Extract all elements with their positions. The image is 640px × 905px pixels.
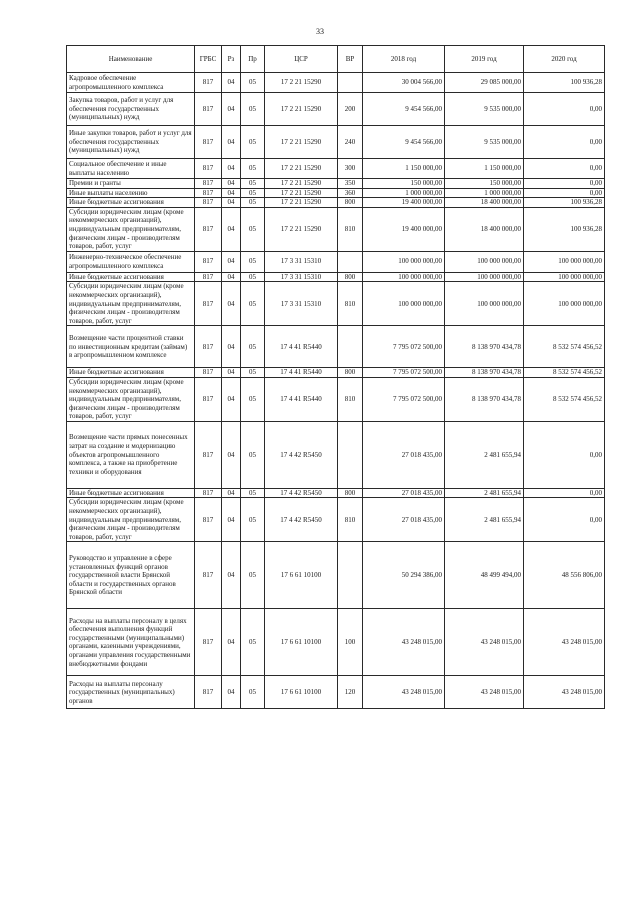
cell-vr bbox=[338, 326, 363, 368]
cell-vr: 100 bbox=[338, 609, 363, 676]
cell-2020: 0,00 bbox=[524, 498, 605, 542]
cell-rz: 04 bbox=[222, 282, 241, 326]
cell-vr: 360 bbox=[338, 188, 363, 198]
table-row bbox=[67, 326, 605, 368]
cell-2020: 100 000 000,00 bbox=[524, 251, 605, 272]
cell-2018: 100 000 000,00 bbox=[363, 251, 445, 272]
cell-name: Расходы на выплаты персоналу государственных (муниципальных) органов bbox=[67, 676, 195, 709]
cell-pr: 05 bbox=[241, 421, 265, 488]
col-header-pr: Пр bbox=[241, 46, 265, 73]
cell-rz: 04 bbox=[222, 251, 241, 272]
cell-2018: 19 400 000,00 bbox=[363, 207, 445, 251]
cell-grbs: 817 bbox=[195, 126, 222, 159]
cell-2019: 43 248 015,00 bbox=[445, 609, 524, 676]
cell-2019: 8 138 970 434,78 bbox=[445, 377, 524, 421]
col-header-grbs: ГРБС bbox=[195, 46, 222, 73]
cell-2019: 150 000,00 bbox=[445, 179, 524, 189]
cell-pr: 05 bbox=[241, 498, 265, 542]
cell-name: Кадровое обеспечение агропромышленного комплекса bbox=[67, 73, 195, 93]
cell-csr: 17 6 61 10100 bbox=[265, 676, 338, 709]
cell-grbs: 817 bbox=[195, 368, 222, 378]
col-header-2019: 2019 год bbox=[445, 46, 524, 73]
cell-2018: 7 795 072 500,00 bbox=[363, 326, 445, 368]
cell-grbs: 817 bbox=[195, 377, 222, 421]
cell-name: Возмещение части процентной ставки по инвестиционным кредитам (займам) в агропромышленном комплексе bbox=[67, 326, 195, 368]
cell-pr: 05 bbox=[241, 676, 265, 709]
cell-name: Иные закупки товаров, работ и услуг для обеспечения государственных (муниципальных) нужд bbox=[67, 126, 195, 159]
cell-rz: 04 bbox=[222, 498, 241, 542]
cell-vr bbox=[338, 542, 363, 609]
cell-csr: 17 2 21 15290 bbox=[265, 159, 338, 179]
table-row bbox=[67, 126, 605, 159]
table-row bbox=[67, 198, 605, 208]
table-row bbox=[67, 251, 605, 272]
cell-grbs: 817 bbox=[195, 272, 222, 282]
cell-name: Иные бюджетные ассигнования bbox=[67, 198, 195, 208]
cell-grbs: 817 bbox=[195, 188, 222, 198]
cell-rz: 04 bbox=[222, 609, 241, 676]
cell-2018: 9 454 566,00 bbox=[363, 93, 445, 126]
cell-name: Расходы на выплаты персоналу в целях обеспечения выполнения функций государственными (муниципальными) органами, казенными учреждениями, органами управления государственными внебюджетными фондами bbox=[67, 609, 195, 676]
cell-vr: 810 bbox=[338, 498, 363, 542]
cell-grbs: 817 bbox=[195, 676, 222, 709]
cell-rz: 04 bbox=[222, 488, 241, 498]
col-header-vr: ВР bbox=[338, 46, 363, 73]
cell-rz: 04 bbox=[222, 326, 241, 368]
cell-vr bbox=[338, 421, 363, 488]
cell-pr: 05 bbox=[241, 126, 265, 159]
cell-2020: 100 936,28 bbox=[524, 73, 605, 93]
cell-grbs: 817 bbox=[195, 198, 222, 208]
table-row bbox=[67, 542, 605, 609]
cell-2019: 9 535 000,00 bbox=[445, 126, 524, 159]
cell-2018: 100 000 000,00 bbox=[363, 272, 445, 282]
cell-2020: 100 000 000,00 bbox=[524, 282, 605, 326]
cell-name: Иные бюджетные ассигнования bbox=[67, 272, 195, 282]
cell-pr: 05 bbox=[241, 282, 265, 326]
cell-2020: 43 248 015,00 bbox=[524, 676, 605, 709]
table-row bbox=[67, 188, 605, 198]
cell-pr: 05 bbox=[241, 251, 265, 272]
col-header-csr: ЦСР bbox=[265, 46, 338, 73]
cell-vr: 200 bbox=[338, 93, 363, 126]
cell-pr: 05 bbox=[241, 159, 265, 179]
cell-2018: 7 795 072 500,00 bbox=[363, 377, 445, 421]
cell-2020: 8 532 574 456,52 bbox=[524, 326, 605, 368]
cell-rz: 04 bbox=[222, 542, 241, 609]
cell-2020: 43 248 015,00 bbox=[524, 609, 605, 676]
cell-csr: 17 2 21 15290 bbox=[265, 198, 338, 208]
cell-name: Закупка товаров, работ и услуг для обеспечения государственных (муниципальных) нужд bbox=[67, 93, 195, 126]
table-row bbox=[67, 498, 605, 542]
cell-rz: 04 bbox=[222, 179, 241, 189]
cell-grbs: 817 bbox=[195, 282, 222, 326]
table-row bbox=[67, 421, 605, 488]
cell-rz: 04 bbox=[222, 207, 241, 251]
table-row bbox=[67, 609, 605, 676]
cell-2019: 29 085 000,00 bbox=[445, 73, 524, 93]
cell-grbs: 817 bbox=[195, 609, 222, 676]
cell-2019: 2 481 655,94 bbox=[445, 498, 524, 542]
cell-name: Руководство и управление в сфере установленных функций органов государственной власти Брянской области и государственных органов Брянской области bbox=[67, 542, 195, 609]
cell-2019: 1 000 000,00 bbox=[445, 188, 524, 198]
cell-csr: 17 2 21 15290 bbox=[265, 188, 338, 198]
cell-2020: 0,00 bbox=[524, 488, 605, 498]
cell-csr: 17 4 42 R5450 bbox=[265, 488, 338, 498]
cell-vr bbox=[338, 73, 363, 93]
cell-2020: 0,00 bbox=[524, 126, 605, 159]
table-row bbox=[67, 159, 605, 179]
cell-2020: 0,00 bbox=[524, 179, 605, 189]
cell-pr: 05 bbox=[241, 93, 265, 126]
cell-name: Субсидии юридическим лицам (кроме некоммерческих организаций), индивидуальным предпринимателям, физическим лицам - производителям товаров, работ, услуг bbox=[67, 207, 195, 251]
cell-grbs: 817 bbox=[195, 421, 222, 488]
cell-csr: 17 2 21 15290 bbox=[265, 126, 338, 159]
cell-rz: 04 bbox=[222, 188, 241, 198]
cell-vr: 120 bbox=[338, 676, 363, 709]
cell-pr: 05 bbox=[241, 188, 265, 198]
cell-rz: 04 bbox=[222, 159, 241, 179]
table-row bbox=[67, 368, 605, 378]
cell-name: Возмещение части прямых понесенных затрат на создание и модернизацию объектов агропромышленного комплекса, а также на приобретение техники и оборудования bbox=[67, 421, 195, 488]
cell-grbs: 817 bbox=[195, 488, 222, 498]
col-header-rz: Рз bbox=[222, 46, 241, 73]
cell-2019: 100 000 000,00 bbox=[445, 272, 524, 282]
cell-2018: 1 150 000,00 bbox=[363, 159, 445, 179]
cell-vr: 240 bbox=[338, 126, 363, 159]
cell-2018: 43 248 015,00 bbox=[363, 609, 445, 676]
cell-2020: 48 556 806,00 bbox=[524, 542, 605, 609]
cell-name: Иные выплаты населению bbox=[67, 188, 195, 198]
cell-csr: 17 6 61 10100 bbox=[265, 542, 338, 609]
cell-2020: 0,00 bbox=[524, 159, 605, 179]
cell-csr: 17 2 21 15290 bbox=[265, 179, 338, 189]
cell-rz: 04 bbox=[222, 421, 241, 488]
cell-grbs: 817 bbox=[195, 73, 222, 93]
col-header-2020: 2020 год bbox=[524, 46, 605, 73]
cell-pr: 05 bbox=[241, 272, 265, 282]
cell-vr: 810 bbox=[338, 207, 363, 251]
budget-table bbox=[66, 45, 605, 709]
cell-2020: 0,00 bbox=[524, 188, 605, 198]
cell-grbs: 817 bbox=[195, 251, 222, 272]
cell-2018: 1 000 000,00 bbox=[363, 188, 445, 198]
cell-grbs: 817 bbox=[195, 179, 222, 189]
cell-pr: 05 bbox=[241, 488, 265, 498]
cell-2020: 100 936,28 bbox=[524, 198, 605, 208]
cell-name: Иные бюджетные ассигнования bbox=[67, 368, 195, 378]
table-row bbox=[67, 207, 605, 251]
cell-pr: 05 bbox=[241, 73, 265, 93]
cell-vr: 350 bbox=[338, 179, 363, 189]
cell-rz: 04 bbox=[222, 93, 241, 126]
cell-2019: 100 000 000,00 bbox=[445, 282, 524, 326]
cell-pr: 05 bbox=[241, 609, 265, 676]
cell-pr: 05 bbox=[241, 326, 265, 368]
cell-grbs: 817 bbox=[195, 159, 222, 179]
cell-pr: 05 bbox=[241, 368, 265, 378]
cell-2018: 7 795 072 500,00 bbox=[363, 368, 445, 378]
cell-2018: 27 018 435,00 bbox=[363, 421, 445, 488]
cell-grbs: 817 bbox=[195, 207, 222, 251]
cell-csr: 17 2 21 15290 bbox=[265, 73, 338, 93]
col-header-name: Наименование bbox=[67, 46, 195, 73]
cell-vr: 800 bbox=[338, 368, 363, 378]
cell-2019: 9 535 000,00 bbox=[445, 93, 524, 126]
cell-vr: 810 bbox=[338, 377, 363, 421]
cell-2018: 150 000,00 bbox=[363, 179, 445, 189]
cell-vr: 800 bbox=[338, 198, 363, 208]
cell-vr: 800 bbox=[338, 272, 363, 282]
cell-name: Субсидии юридическим лицам (кроме некоммерческих организаций), индивидуальным предпринимателям, физическим лицам - производителям товаров, работ, услуг bbox=[67, 282, 195, 326]
cell-2018: 27 018 435,00 bbox=[363, 498, 445, 542]
cell-2018: 27 018 435,00 bbox=[363, 488, 445, 498]
cell-csr: 17 4 41 R5440 bbox=[265, 377, 338, 421]
cell-rz: 04 bbox=[222, 73, 241, 93]
table-row bbox=[67, 377, 605, 421]
cell-2019: 43 248 015,00 bbox=[445, 676, 524, 709]
cell-2019: 2 481 655,94 bbox=[445, 421, 524, 488]
table-body bbox=[67, 73, 605, 709]
cell-rz: 04 bbox=[222, 676, 241, 709]
cell-2020: 100 000 000,00 bbox=[524, 272, 605, 282]
cell-2020: 100 936,28 bbox=[524, 207, 605, 251]
cell-csr: 17 3 31 15310 bbox=[265, 251, 338, 272]
cell-rz: 04 bbox=[222, 126, 241, 159]
cell-csr: 17 4 41 R5440 bbox=[265, 368, 338, 378]
cell-csr: 17 2 21 15290 bbox=[265, 93, 338, 126]
table-row bbox=[67, 676, 605, 709]
table-row bbox=[67, 93, 605, 126]
cell-rz: 04 bbox=[222, 368, 241, 378]
cell-vr: 800 bbox=[338, 488, 363, 498]
cell-pr: 05 bbox=[241, 207, 265, 251]
cell-2018: 30 004 566,00 bbox=[363, 73, 445, 93]
cell-grbs: 817 bbox=[195, 326, 222, 368]
cell-csr: 17 4 42 R5450 bbox=[265, 498, 338, 542]
table-row bbox=[67, 488, 605, 498]
table-row bbox=[67, 272, 605, 282]
cell-name: Премии и гранты bbox=[67, 179, 195, 189]
cell-2018: 43 248 015,00 bbox=[363, 676, 445, 709]
cell-grbs: 817 bbox=[195, 93, 222, 126]
cell-name: Иные бюджетные ассигнования bbox=[67, 488, 195, 498]
cell-vr: 810 bbox=[338, 282, 363, 326]
cell-csr: 17 4 41 R5440 bbox=[265, 326, 338, 368]
cell-2019: 18 400 000,00 bbox=[445, 207, 524, 251]
cell-pr: 05 bbox=[241, 542, 265, 609]
cell-rz: 04 bbox=[222, 272, 241, 282]
cell-name: Субсидии юридическим лицам (кроме некоммерческих организаций), индивидуальным предпринимателям, физическим лицам - производителям товаров, работ, услуг bbox=[67, 377, 195, 421]
col-header-2018: 2018 год bbox=[363, 46, 445, 73]
cell-2018: 50 294 386,00 bbox=[363, 542, 445, 609]
cell-name: Субсидии юридическим лицам (кроме некоммерческих организаций), индивидуальным предпринимателям, физическим лицам - производителям товаров, работ, услуг bbox=[67, 498, 195, 542]
cell-2019: 2 481 655,94 bbox=[445, 488, 524, 498]
cell-pr: 05 bbox=[241, 377, 265, 421]
cell-2019: 18 400 000,00 bbox=[445, 198, 524, 208]
cell-2019: 100 000 000,00 bbox=[445, 251, 524, 272]
cell-csr: 17 3 31 15310 bbox=[265, 282, 338, 326]
cell-vr bbox=[338, 251, 363, 272]
cell-2018: 100 000 000,00 bbox=[363, 282, 445, 326]
cell-2018: 19 400 000,00 bbox=[363, 198, 445, 208]
cell-2019: 8 138 970 434,78 bbox=[445, 326, 524, 368]
cell-grbs: 817 bbox=[195, 498, 222, 542]
cell-pr: 05 bbox=[241, 198, 265, 208]
cell-2019: 8 138 970 434,78 bbox=[445, 368, 524, 378]
cell-rz: 04 bbox=[222, 377, 241, 421]
cell-csr: 17 2 21 15290 bbox=[265, 207, 338, 251]
cell-grbs: 817 bbox=[195, 542, 222, 609]
cell-2020: 0,00 bbox=[524, 93, 605, 126]
cell-csr: 17 4 42 R5450 bbox=[265, 421, 338, 488]
table-row bbox=[67, 282, 605, 326]
cell-pr: 05 bbox=[241, 179, 265, 189]
page-number: 33 bbox=[316, 27, 324, 36]
table-header-row bbox=[67, 46, 605, 73]
cell-vr: 300 bbox=[338, 159, 363, 179]
cell-2018: 9 454 566,00 bbox=[363, 126, 445, 159]
cell-rz: 04 bbox=[222, 198, 241, 208]
cell-2019: 1 150 000,00 bbox=[445, 159, 524, 179]
table-row bbox=[67, 179, 605, 189]
table-row bbox=[67, 73, 605, 93]
cell-2019: 48 499 494,00 bbox=[445, 542, 524, 609]
cell-csr: 17 3 31 15310 bbox=[265, 272, 338, 282]
cell-2020: 8 532 574 456,52 bbox=[524, 368, 605, 378]
cell-2020: 8 532 574 456,52 bbox=[524, 377, 605, 421]
cell-2020: 0,00 bbox=[524, 421, 605, 488]
cell-csr: 17 6 61 10100 bbox=[265, 609, 338, 676]
cell-name: Инженерно-техническое обеспечение агропромышленного комплекса bbox=[67, 251, 195, 272]
cell-name: Социальное обеспечение и иные выплаты населению bbox=[67, 159, 195, 179]
